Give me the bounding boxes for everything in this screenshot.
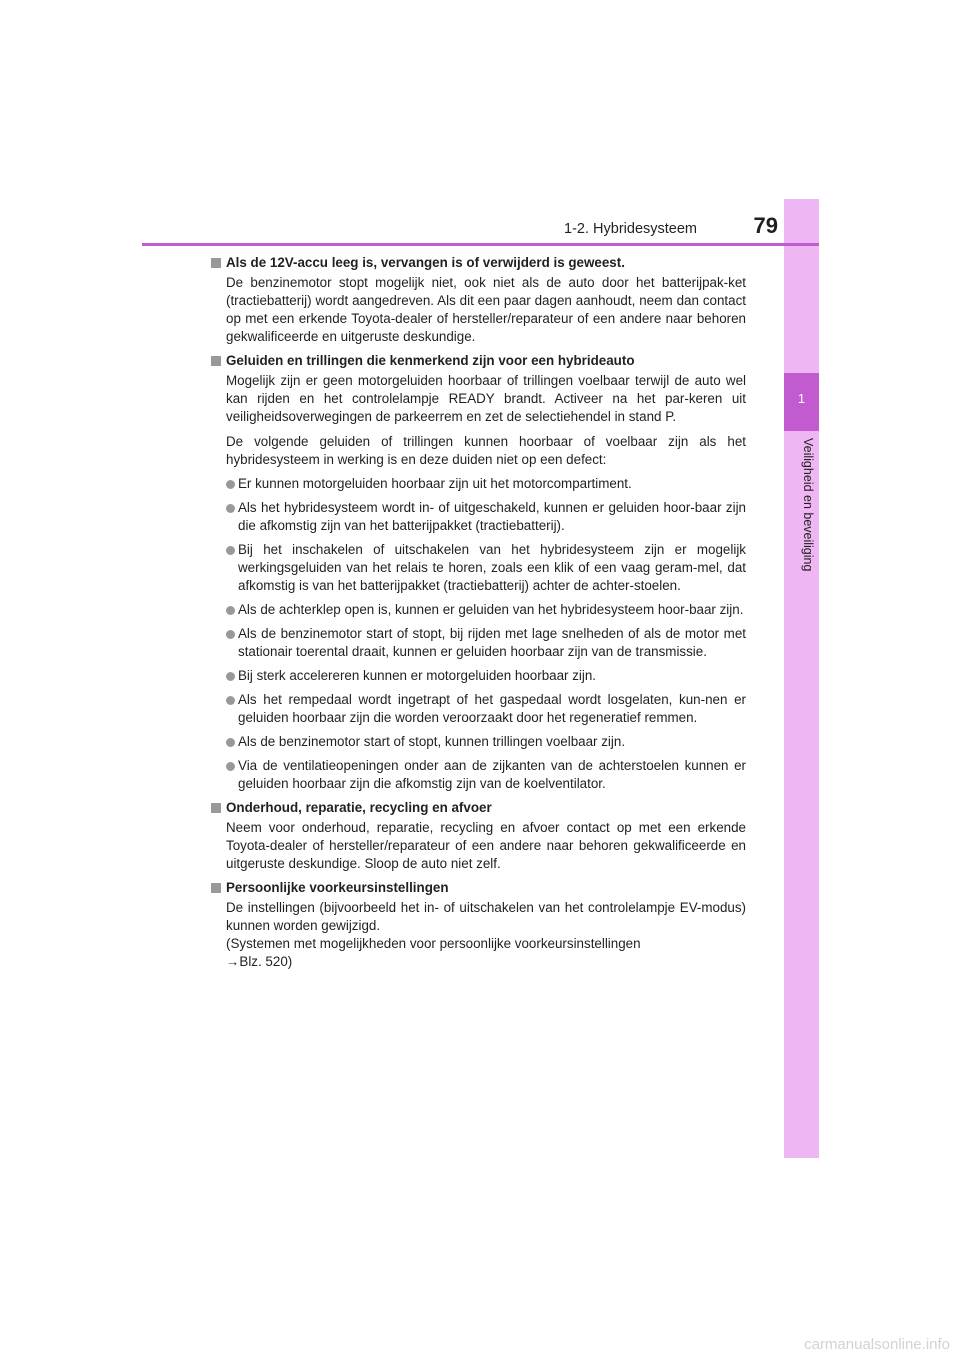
square-bullet-icon: [211, 803, 221, 813]
round-bullet-icon: [226, 696, 235, 705]
list-item-text: Als het hybridesysteem wordt in- of uitgeschakeld, kunnen er geluiden hoor-baar zijn die afkomstig zijn van het batterijpakket (tractiebatterij).: [238, 500, 746, 533]
list-item: [211, 733, 746, 751]
paragraph: Neem voor onderhoud, reparatie, recycling en afvoer contact op met een erkende Toyota-dealer of hersteller/reparateur of een andere naar behoren gekwalificeerde en uitgeruste deskundige. Sloop de auto niet zelf.: [226, 820, 746, 871]
paragraph: De benzinemotor stopt mogelijk niet, ook niet als de auto door het batterijpak-ket (tractiebatterij) wordt aangedreven. Als dit een paar dagen aanhoudt, neem dan contact op met een erkende Toyota-dealer of hersteller/reparateur of een andere naar behoren gekwalificeerde en uitgeruste deskundige.: [226, 275, 746, 344]
round-bullet-icon: [226, 546, 235, 555]
square-bullet-icon: [211, 356, 221, 366]
round-bullet-icon: [226, 504, 235, 513]
section-heading: [211, 254, 746, 272]
round-bullet-icon: [226, 630, 235, 639]
round-bullet-icon: [226, 672, 235, 681]
list-item-text: Als de benzinemotor start of stopt, bij rijden met lage snelheden of als de motor met stationair toerental draait, kunnen er geluiden hoorbaar zijn van de transmissie.: [238, 626, 746, 659]
list-item: [211, 475, 746, 493]
page-number: 79: [753, 213, 778, 238]
content: [211, 254, 746, 971]
list-item-text: Er kunnen motorgeluiden hoorbaar zijn uit het motorcompartiment.: [238, 476, 632, 491]
round-bullet-icon: [226, 762, 235, 771]
round-bullet-icon: [226, 606, 235, 615]
side-tab: [784, 199, 819, 1158]
list-item-text: Bij het inschakelen of uitschakelen van het hybridesysteem zijn er mogelijk werkingsgeluiden van het relais te horen, zoals een klik of een vaag geram-mel, dat afkomstig is van het batterijpakket (tractiebatterij) achter de achter-stoelen.: [238, 542, 746, 593]
section-heading-text: Persoonlijke voorkeursinstellingen: [226, 880, 449, 895]
list-item: [211, 541, 746, 595]
paragraph-line: (Systemen met mogelijkheden voor persoonlijke voorkeursinstellingen: [226, 936, 641, 951]
list-item-text: Als het rempedaal wordt ingetrapt of het gaspedaal wordt losgelaten, kun-nen er geluiden hoorbaar zijn die worden veroorzaakt door het regeneratief remmen.: [238, 692, 746, 725]
list-item: [211, 499, 746, 535]
paragraph: De volgende geluiden of trillingen kunnen hoorbaar of voelbaar zijn als het hybridesysteem in werking is en deze duiden niet op een defect:: [226, 434, 746, 467]
chapter-title: Veiligheid en beveiliging: [801, 438, 815, 572]
list-item: [211, 757, 746, 793]
watermark: carmanualsonline.info: [804, 1336, 950, 1353]
list-item: [211, 667, 746, 685]
square-bullet-icon: [211, 883, 221, 893]
chapter-number: 1: [797, 391, 806, 406]
list-item: [211, 691, 746, 727]
list-item-text: Bij sterk accelereren kunnen er motorgeluiden hoorbaar zijn.: [238, 668, 597, 683]
list-item-text: Als de achterklep open is, kunnen er geluiden van het hybridesysteem hoor-baar zijn.: [238, 602, 744, 617]
section-heading: [211, 799, 746, 817]
round-bullet-icon: [226, 738, 235, 747]
section-heading: [211, 879, 746, 897]
page-reference: →Blz. 520): [226, 954, 293, 969]
section-heading-text: Geluiden en trillingen die kenmerkend zijn voor een hybrideauto: [226, 353, 635, 368]
header-rule: [142, 243, 819, 246]
list-item-text: Als de benzinemotor start of stopt, kunnen trillingen voelbaar zijn.: [238, 734, 626, 749]
list-item: [211, 601, 746, 619]
section-heading-text: Als de 12V-accu leeg is, vervangen is of verwijderd is geweest.: [226, 255, 625, 270]
square-bullet-icon: [211, 258, 221, 268]
header-section-title: 1-2. Hybridesysteem: [564, 221, 697, 237]
paragraph: Mogelijk zijn er geen motorgeluiden hoorbaar of trillingen voelbaar terwijl de auto wel kan rijden en het controlelampje READY brandt. Activeer na het par-keren uit veiligheidsoverwegingen de parkeerrem en zet de selectiehendel in stand P.: [226, 373, 746, 424]
paragraph-line: De instellingen (bijvoorbeeld het in- of uitschakelen van het controlelampje EV-modus) kunnen worden gewijzigd.: [226, 900, 746, 933]
list-item-text: Via de ventilatieopeningen onder aan de zijkanten van de achterstoelen kunnen er geluiden hoorbaar zijn die afkomstig zijn van de koelventilator.: [238, 758, 746, 791]
section-heading: [211, 352, 746, 370]
section-heading-text: Onderhoud, reparatie, recycling en afvoer: [226, 800, 492, 815]
round-bullet-icon: [226, 480, 235, 489]
list-item: [211, 625, 746, 661]
